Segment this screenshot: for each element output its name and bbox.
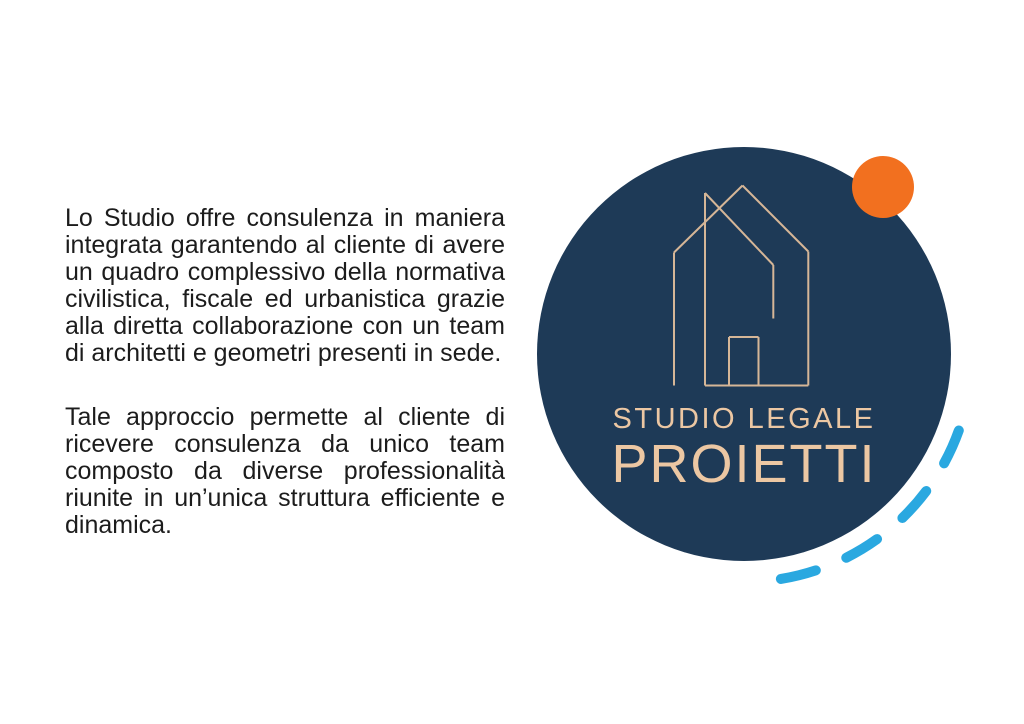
logo-text-studio-legale: STUDIO LEGALE <box>612 403 876 435</box>
paragraph-line: dinamica. <box>65 511 172 539</box>
paragraph-line: integrata garantendo al cliente di avere <box>65 231 505 259</box>
logo-text-proietti: PROIETTI <box>611 434 877 494</box>
paragraph-line: composto da diverse professionalità <box>65 457 505 485</box>
house-outline-icon <box>665 180 815 392</box>
paragraph-line: un quadro complessivo della normativa <box>65 258 505 286</box>
paragraph-line: riunite in un’unica struttura efficiente e <box>65 484 505 512</box>
paragraph-line: alla diretta collaborazione con un team <box>65 312 505 340</box>
paragraph-line: civilistica, fiscale ed urbanistica grazie <box>65 285 505 313</box>
intro-paragraph-1 <box>65 205 505 367</box>
paragraph-line: ricevere consulenza da unico team <box>65 430 505 458</box>
paragraph-line: Lo Studio offre consulenza in maniera <box>65 204 505 232</box>
intro-text <box>65 205 505 539</box>
orange-dot <box>852 156 914 218</box>
paragraph-line: di architetti e geometri presenti in sede. <box>65 339 502 367</box>
intro-paragraph-2 <box>65 404 505 539</box>
paragraph-line: Tale approccio permette al cliente di <box>65 403 505 431</box>
